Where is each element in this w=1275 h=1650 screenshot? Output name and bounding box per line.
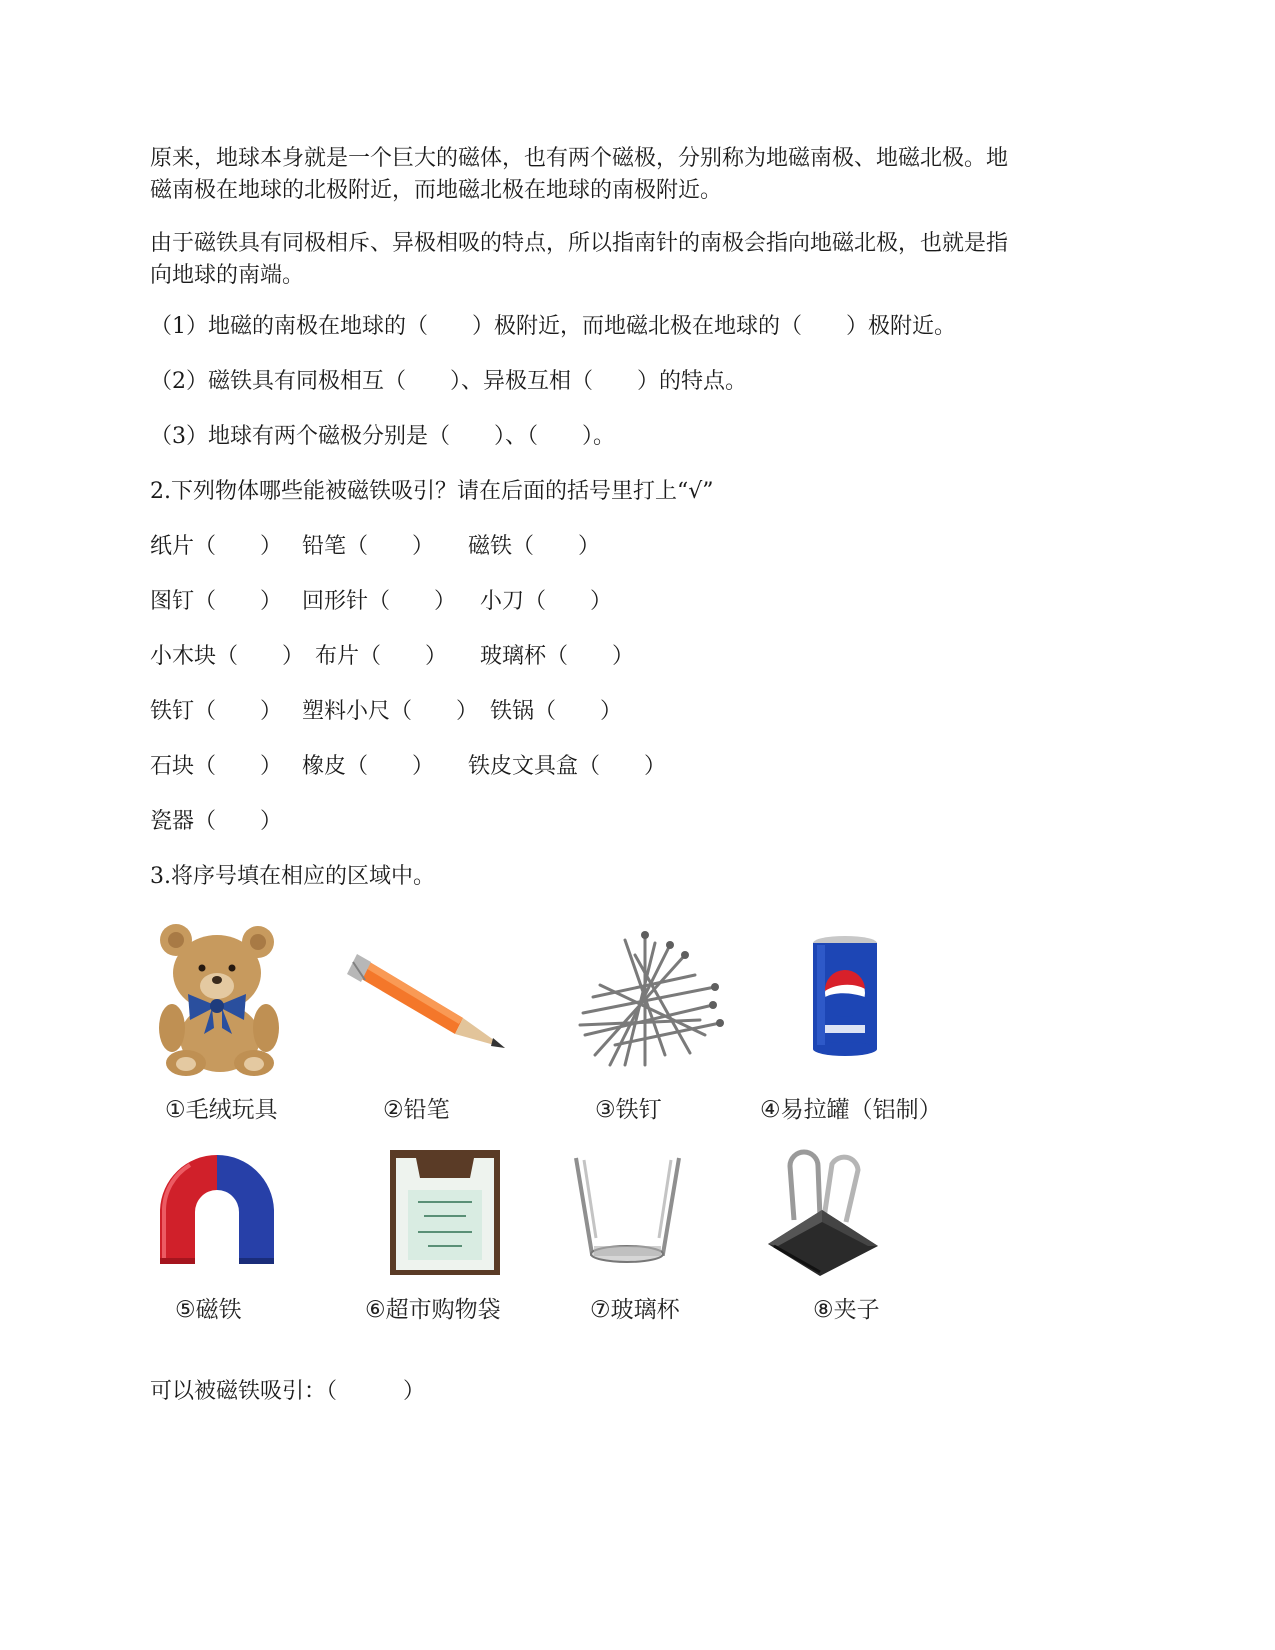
item-option: 铁钉（ ） — [150, 699, 283, 724]
item-option: 布片（ ） — [315, 644, 448, 669]
item-option: 橡皮（ ） — [302, 754, 435, 779]
horseshoe-magnet-icon — [150, 1150, 285, 1270]
item-option: 玻璃杯（ ） — [480, 644, 635, 669]
item-caption: ⑧夹子 — [813, 1297, 880, 1323]
item-caption: ⑥超市购物袋 — [365, 1297, 501, 1323]
intro-paragraph-1-line-2: 磁南极在地球的北极附近，而地磁北极在地球的南极附近。 — [150, 178, 723, 203]
item-caption: ④易拉罐（铝制） — [760, 1097, 942, 1123]
binder-clip-icon — [760, 1148, 885, 1278]
item-option: 图钉（ ） — [150, 589, 283, 614]
question-3-title: 3.将序号填在相应的区域中。 — [150, 864, 435, 889]
pencil-icon — [345, 950, 515, 1060]
teddy-bear-icon — [150, 918, 290, 1078]
item-option: 磁铁（ ） — [468, 534, 601, 559]
question-1-sub-3: （3）地球有两个磁极分别是（ ）、（ ）。 — [150, 424, 615, 449]
question-1-sub-2: （2）磁铁具有同极相互（ ）、异极互相（ ）的特点。 — [150, 369, 747, 394]
item-option: 铁锅（ ） — [490, 699, 623, 724]
soda-can-icon — [805, 935, 885, 1060]
item-option: 石块（ ） — [150, 754, 283, 779]
shopping-bag-icon — [390, 1150, 500, 1275]
answer-prompt: 可以被磁铁吸引：（ ） — [150, 1379, 426, 1404]
item-caption: ③铁钉 — [595, 1097, 662, 1123]
item-option: 瓷器（ ） — [150, 809, 283, 834]
item-option: 小刀（ ） — [480, 589, 613, 614]
item-caption: ②铅笔 — [383, 1097, 450, 1123]
item-caption: ①毛绒玩具 — [165, 1097, 278, 1123]
question-1-sub-1: （1）地磁的南极在地球的（ ）极附近，而地磁北极在地球的（ ）极附近。 — [150, 314, 956, 339]
item-option: 纸片（ ） — [150, 534, 283, 559]
intro-paragraph-2-line-1: 由于磁铁具有同极相斥、异极相吸的特点，所以指南针的南极会指向地磁北极，也就是指 — [150, 231, 1009, 256]
glass-cup-icon — [570, 1152, 685, 1272]
item-option: 铅笔（ ） — [302, 534, 435, 559]
item-option: 回形针（ ） — [302, 589, 457, 614]
item-option: 铁皮文具盒（ ） — [468, 754, 667, 779]
iron-nails-icon — [575, 925, 725, 1075]
question-2-row — [150, 807, 283, 867]
item-option: 塑料小尺（ ） — [302, 699, 479, 724]
item-caption: ⑤磁铁 — [175, 1297, 242, 1323]
item-option: 小木块（ ） — [150, 644, 305, 669]
intro-paragraph-1-line-1: 原来，地球本身就是一个巨大的磁体，也有两个磁极，分别称为地磁南极、地磁北极。地 — [150, 146, 1009, 171]
question-2-title: 2.下列物体哪些能被磁铁吸引？请在后面的括号里打上“√” — [150, 479, 714, 504]
intro-paragraph-2-line-2: 向地球的南端。 — [150, 263, 305, 288]
item-caption: ⑦玻璃杯 — [590, 1297, 680, 1323]
